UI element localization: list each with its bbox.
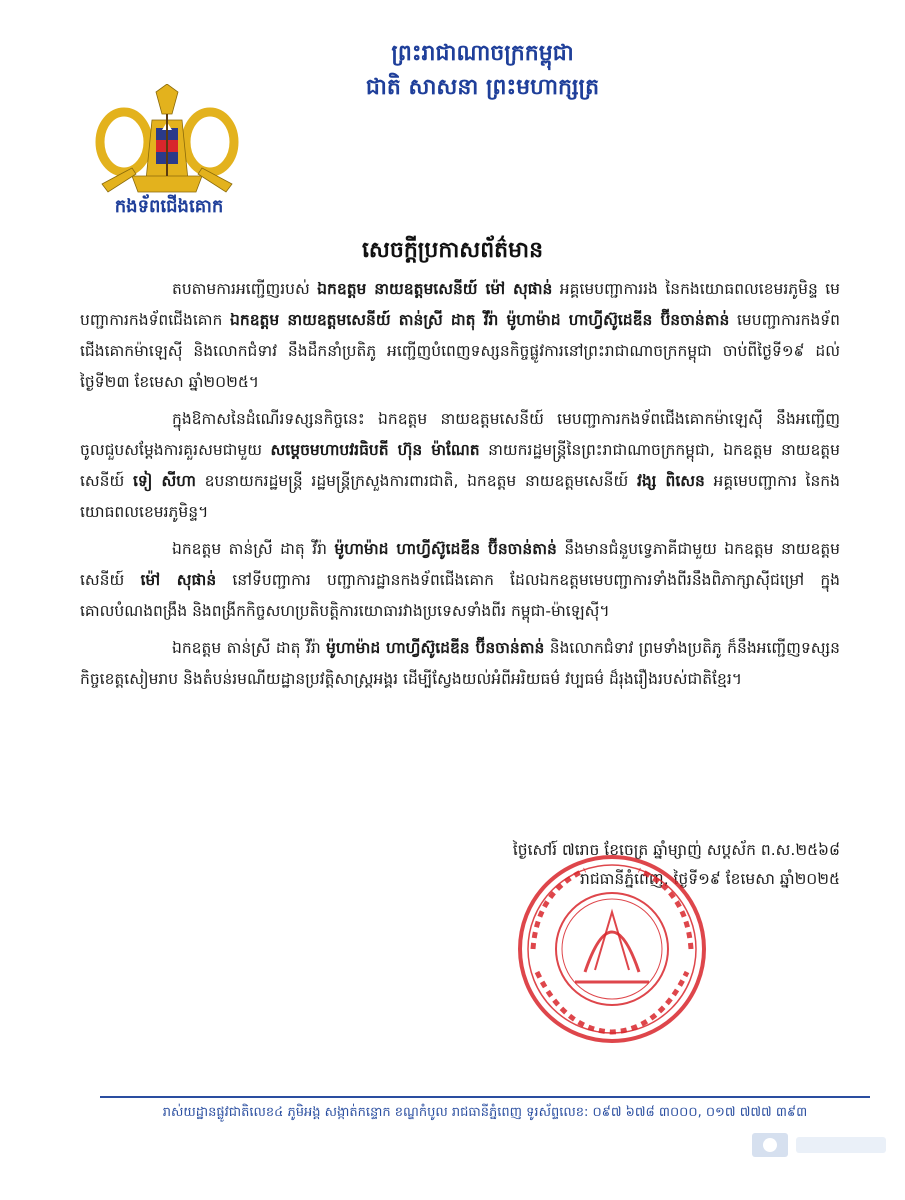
- official-seal-icon: [515, 852, 710, 1047]
- watermark-logo-icon: [752, 1125, 892, 1165]
- text-run: អគ្គមេបញ្ជាការ នៃកងយោធពលខេមរភូមិន្ទ។: [80, 472, 840, 521]
- army-emblem-icon: [92, 84, 242, 206]
- footer-divider: [100, 1096, 870, 1098]
- national-motto: ជាតិ សាសនា ព្រះមហាក្សត្រ: [365, 74, 600, 100]
- text-run: ឯកឧត្តម តាន់ស្រី ដាតុ វីរ៉ា: [172, 639, 327, 657]
- text-run-bold: សម្តេចមហាបវរធិបតី ហ៊ុន ម៉ាណែត: [270, 441, 480, 459]
- text-run-bold: ម៉ូហាម៉ាដ ហាហ្វីស៊ូដេឌីន ប៊ីនចាន់តាន់: [326, 639, 545, 657]
- kingdom-name: ព្រះរាជាណាចក្រកម្ពុជា: [391, 40, 574, 66]
- unit-name: កងទ័ពជើងគោក: [114, 196, 224, 217]
- text-run-bold: ឯកឧត្តម នាយឧត្តមសេនីយ៍ ម៉ៅ សុផាន់: [317, 280, 553, 298]
- text-run-bold: ម៉ៅ សុផាន់: [140, 571, 217, 589]
- paragraph-1: [80, 274, 840, 398]
- text-run-bold: ឯកឧត្តម នាយឧត្តមសេនីយ៍ តាន់ស្រី ដាតុ វីរ៉ា ម៉ូហាម៉ាដ ហាហ្វីស៊ូដេឌីន ប៊ីនចាន់តាន់: [230, 311, 730, 329]
- footer-address: រាស់យដ្ឋានផ្លូវជាតិលេខ៤ ភូមិអង្គ សង្កាត់កន្ទោក ខណ្ឌកំបូល រាជធានីភ្នំពេញ ទូរស័ព្ទលេខ: ០៩៧ ៦៧៨ ៣០០០, ០១៧ ៧៧៧ ៣៩៣: [162, 1105, 808, 1120]
- text-run: នៅទីបញ្ជាការ បញ្ជាការដ្ឋានកងទ័ពជើងគោក ដែលឯកឧត្តមមេបញ្ជាការទាំងពីរនឹងពិភាក្សាស៊ីជម្រៅ ក្នុងគោលបំណងពង្រឹង និងពង្រីកកិច្ចសហប្រតិបត្តិការយោធារវាងប្រទេសទាំងពីរ កម្ពុជា-ម៉ាឡេស៊ី។: [80, 571, 840, 620]
- text-run: តបតាមការអញ្ជើញរបស់: [172, 280, 318, 298]
- text-run: មេបញ្ជាការកងទ័ពជើងគោកម៉ាឡេស៊ី និងលោកជំទាវ នឹងដឹកនាំប្រតិភូ អញ្ជើញបំពេញទស្សនកិច្ចផ្លូវការនៅព្រះរាជាណាចក្រកម្ពុជា ចាប់ពីថ្ងៃទី១៩ ដល់ថ្ងៃទី២៣ ខែមេសា ឆ្នាំ២០២៥។: [80, 311, 840, 391]
- text-run: ឧបនាយករដ្ឋមន្ត្រី រដ្ឋមន្ត្រីក្រសួងការពារជាតិ, ឯកឧត្តម នាយឧត្តមសេនីយ៍: [195, 472, 637, 490]
- lunar-date: ថ្ងៃសៅរ៍ ៧រោច ខែចេត្រ ឆ្នាំម្សាញ់ សប្តស័ក ព.ស.២៥៦៨: [512, 841, 840, 859]
- solar-date: រាជធានីភ្នំពេញ, ថ្ងៃទី១៩ ខែមេសា ឆ្នាំ២០២៥: [579, 870, 840, 888]
- document-title: សេចក្តីប្រកាសព័ត៌មាន: [361, 237, 544, 263]
- text-run: និងលោកជំទាវ ព្រមទាំងប្រតិភូ ក៏នឹងអញ្ជើញទស្សនកិច្ចខេត្តសៀមរាប និងតំបន់រមណីយដ្ឋានប្រវត្តិសាស្ត្រអង្គរ ដើម្បីស្វែងយល់អំពីអរិយធម៌ វប្បធម៌ ដ៏រុងរឿងរបស់ជាតិខ្មែរ។: [80, 639, 840, 688]
- text-run: ក្នុងឱកាសនៃដំណើរទស្សនកិច្ចនេះ ឯកឧត្តម នាយឧត្តមសេនីយ៍ មេបញ្ជាការកងទ័ពជើងគោកម៉ាឡេស៊ី នឹងអញ្ជើញចូលជួបសម្តែងការគួរសមជាមួយ: [80, 410, 840, 459]
- text-run: នឹងមានជំនួបទ្វេភាគីជាមួយ ឯកឧត្តម នាយឧត្តមសេនីយ៍: [80, 540, 840, 589]
- text-run-bold: ម៉ូហាម៉ាដ ហាហ្វីស៊ូដេឌីន ប៊ីនចាន់តាន់: [334, 540, 557, 558]
- text-run: នាយករដ្ឋមន្ត្រីនៃព្រះរាជាណាចក្រកម្ពុជា, ឯកឧត្តម នាយឧត្តមសេនីយ៍: [80, 441, 840, 490]
- text-run-bold: ទៀ សីហា: [132, 472, 196, 490]
- text-run: អគ្គមេបញ្ជាការរង នៃកងយោធពលខេមរភូមិន្ទ មេបញ្ជាការកងទ័ពជើងគោក: [80, 280, 840, 329]
- text-run-bold: វង្ស ពិសេន: [636, 472, 705, 490]
- paragraph-2: [80, 404, 840, 528]
- paragraph-4: [80, 633, 840, 695]
- text-run: ឯកឧត្តម តាន់ស្រី ដាតុ វីរ៉ា: [172, 540, 335, 558]
- paragraph-3: [80, 534, 840, 627]
- document-body: [80, 274, 840, 701]
